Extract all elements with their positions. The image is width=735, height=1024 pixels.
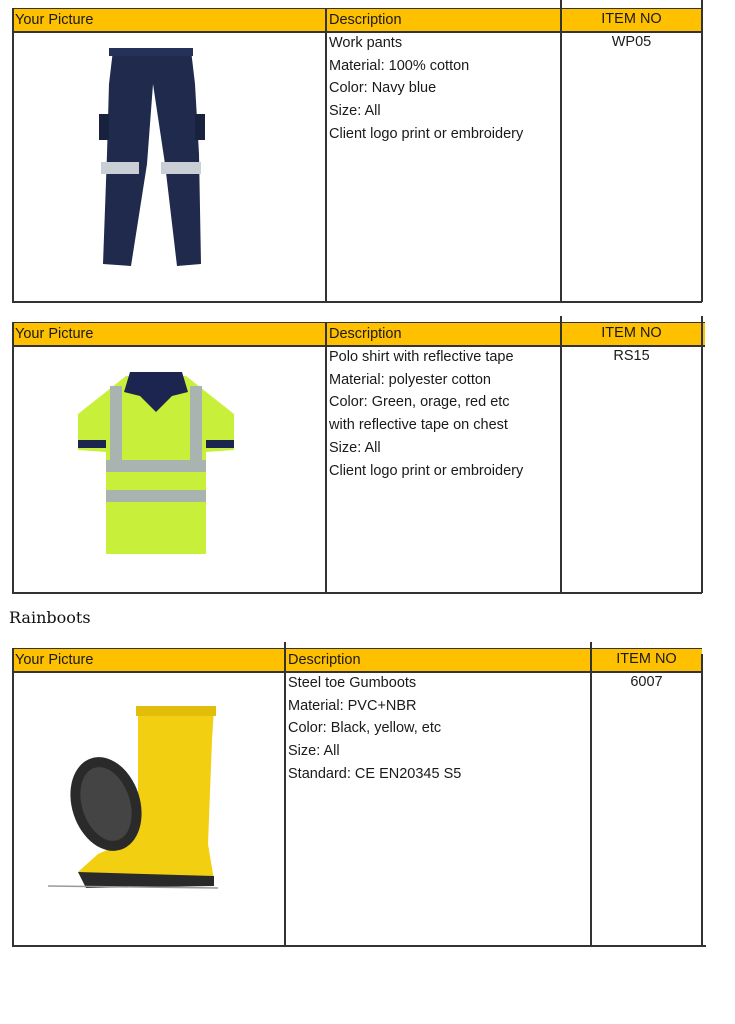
- rain-boot-image: [46, 704, 222, 890]
- description-line: Polo shirt with reflective tape: [329, 349, 514, 365]
- header-item-no: ITEM NO: [601, 11, 662, 27]
- description-line: Material: PVC+NBR: [288, 697, 417, 714]
- description-line: with reflective tape on chest: [329, 417, 508, 434]
- description-line: Size: All: [329, 103, 381, 120]
- description-line: Color: Green, orage, red etc: [329, 394, 510, 411]
- item-number: RS15: [613, 348, 650, 364]
- description-line: Color: Black, yellow, etc: [288, 720, 442, 737]
- header-your-picture: Your Picture: [15, 652, 94, 668]
- item-number: 6007: [630, 674, 663, 690]
- description-line: Standard: CE EN20345 S5: [288, 765, 462, 782]
- description-line: Client logo print or embroidery: [329, 462, 524, 479]
- section-title-rainboots: Rainboots: [9, 608, 91, 627]
- description-line: Size: All: [288, 743, 340, 760]
- description-line: Client logo print or embroidery: [329, 125, 524, 142]
- description-line: Work pants: [329, 35, 403, 51]
- header-your-picture: Your Picture: [15, 326, 94, 342]
- item-number: WP05: [611, 34, 652, 50]
- header-description: Description: [329, 326, 402, 342]
- polo-shirt-image: [74, 366, 238, 558]
- description-line: Material: 100% cotton: [329, 57, 470, 74]
- description-line: Material: polyester cotton: [329, 371, 491, 388]
- description-line: Color: Navy blue: [329, 80, 437, 97]
- description-line: Size: All: [329, 439, 381, 456]
- header-your-picture: Your Picture: [15, 12, 94, 28]
- header-item-no: ITEM NO: [601, 325, 662, 341]
- description-line: Steel toe Gumboots: [288, 675, 417, 691]
- work-pants-image: [95, 44, 210, 270]
- header-description: Description: [288, 652, 361, 668]
- header-item-no: ITEM NO: [616, 651, 677, 667]
- header-description: Description: [329, 12, 402, 28]
